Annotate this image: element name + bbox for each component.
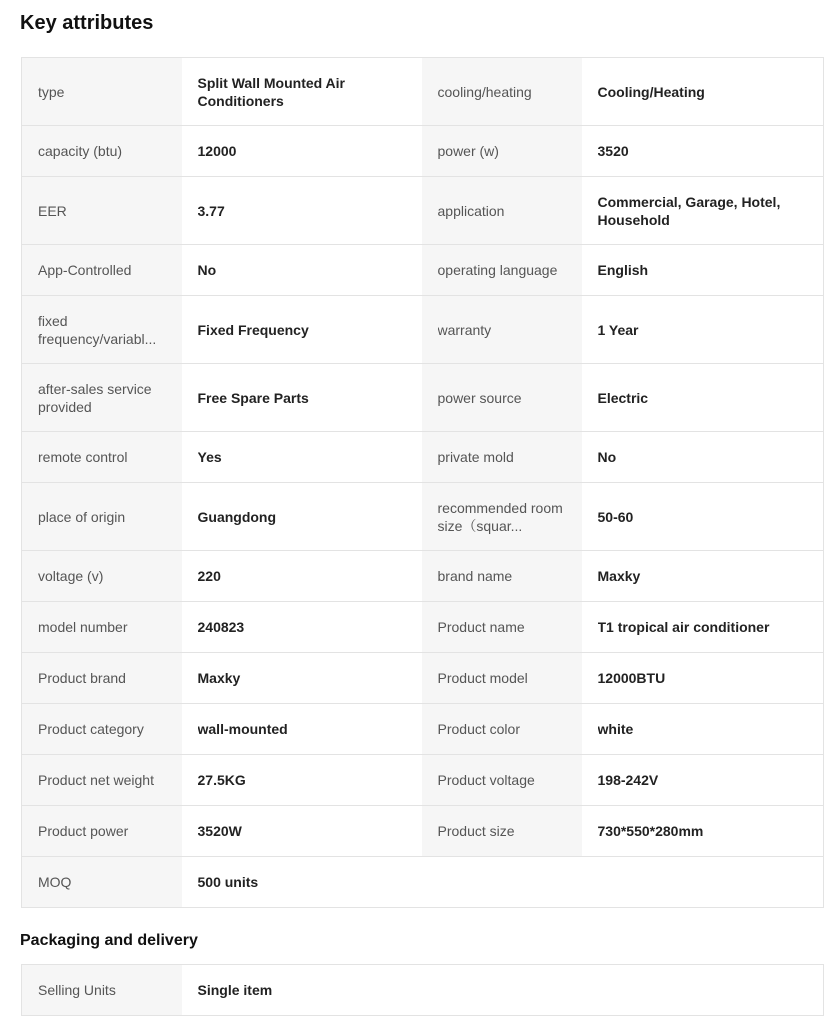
attr-value: Maxky xyxy=(182,653,422,704)
attr-key: type xyxy=(22,58,182,126)
attr-value: T1 tropical air conditioner xyxy=(582,602,824,653)
attr-row-net-weight xyxy=(22,755,824,806)
attr-value: 3520W xyxy=(182,806,422,857)
attr-key: fixed frequency/variabl... xyxy=(22,296,182,364)
empty-cell xyxy=(422,857,582,908)
attr-value: 240823 xyxy=(182,602,422,653)
attr-key: private mold xyxy=(422,432,582,483)
attr-row-remote-control xyxy=(22,432,824,483)
attr-key: power (w) xyxy=(422,126,582,177)
attr-value: 500 units xyxy=(182,857,422,908)
attr-value: Commercial, Garage, Hotel, Household xyxy=(582,177,824,245)
attr-value: Cooling/Heating xyxy=(582,58,824,126)
attr-row-capacity xyxy=(22,126,824,177)
attr-value: Fixed Frequency xyxy=(182,296,422,364)
attr-value: 1 Year xyxy=(582,296,824,364)
attr-key: MOQ xyxy=(22,857,182,908)
attr-key: EER xyxy=(22,177,182,245)
attr-value: 3520 xyxy=(582,126,824,177)
packaging-delivery-title: Packaging and delivery xyxy=(20,932,198,949)
attr-key: capacity (btu) xyxy=(22,126,182,177)
attr-row-eer xyxy=(22,177,824,245)
attr-key: remote control xyxy=(22,432,182,483)
attr-key: brand name xyxy=(422,551,582,602)
attr-value: Single item xyxy=(182,965,824,1016)
attr-row-product-power xyxy=(22,806,824,857)
attr-value: Split Wall Mounted Air Conditioners xyxy=(182,58,422,126)
attr-row-origin xyxy=(22,483,824,551)
attr-key: Product category xyxy=(22,704,182,755)
attr-value: 3.77 xyxy=(182,177,422,245)
key-attributes-table xyxy=(21,57,824,908)
attr-key: application xyxy=(422,177,582,245)
attr-value: Maxky xyxy=(582,551,824,602)
attr-key: App-Controlled xyxy=(22,245,182,296)
attr-value: 730*550*280mm xyxy=(582,806,824,857)
attr-key: Product brand xyxy=(22,653,182,704)
attr-value: 220 xyxy=(182,551,422,602)
attr-value: 27.5KG xyxy=(182,755,422,806)
attr-key: operating language xyxy=(422,245,582,296)
attr-key: voltage (v) xyxy=(22,551,182,602)
attr-row-model-number xyxy=(22,602,824,653)
attr-key: warranty xyxy=(422,296,582,364)
empty-cell xyxy=(582,857,824,908)
attr-value: 198-242V xyxy=(582,755,824,806)
attr-key: model number xyxy=(22,602,182,653)
attr-key: Selling Units xyxy=(22,965,182,1016)
attr-value: Yes xyxy=(182,432,422,483)
attr-key: power source xyxy=(422,364,582,432)
attr-value: No xyxy=(182,245,422,296)
attr-key: Product model xyxy=(422,653,582,704)
attr-value: 12000 xyxy=(182,126,422,177)
attr-value: 12000BTU xyxy=(582,653,824,704)
attr-row-product-brand xyxy=(22,653,824,704)
attr-row-frequency xyxy=(22,296,824,364)
key-attributes-title: Key attributes xyxy=(20,12,154,34)
attr-key: after-sales service provided xyxy=(22,364,182,432)
attr-value: English xyxy=(582,245,824,296)
attr-row-moq xyxy=(22,857,824,908)
attr-key: Product color xyxy=(422,704,582,755)
attr-key: Product voltage xyxy=(422,755,582,806)
attr-key: place of origin xyxy=(22,483,182,551)
attr-value: No xyxy=(582,432,824,483)
attr-key: Product size xyxy=(422,806,582,857)
attr-value: Guangdong xyxy=(182,483,422,551)
packaging-row-selling-units xyxy=(22,965,824,1016)
attr-value: Electric xyxy=(582,364,824,432)
attr-key: recommended room size（squar... xyxy=(422,483,582,551)
packaging-table xyxy=(21,964,824,1016)
attr-key: Product name xyxy=(422,602,582,653)
attr-value: Free Spare Parts xyxy=(182,364,422,432)
attr-row-app-controlled xyxy=(22,245,824,296)
attr-key: Product net weight xyxy=(22,755,182,806)
attr-value: wall-mounted xyxy=(182,704,422,755)
attr-row-voltage xyxy=(22,551,824,602)
attr-key: cooling/heating xyxy=(422,58,582,126)
attr-row-after-sales xyxy=(22,364,824,432)
attr-value: 50-60 xyxy=(582,483,824,551)
attr-key: Product power xyxy=(22,806,182,857)
attr-row-product-category xyxy=(22,704,824,755)
attr-row-type xyxy=(22,58,824,126)
attr-value: white xyxy=(582,704,824,755)
